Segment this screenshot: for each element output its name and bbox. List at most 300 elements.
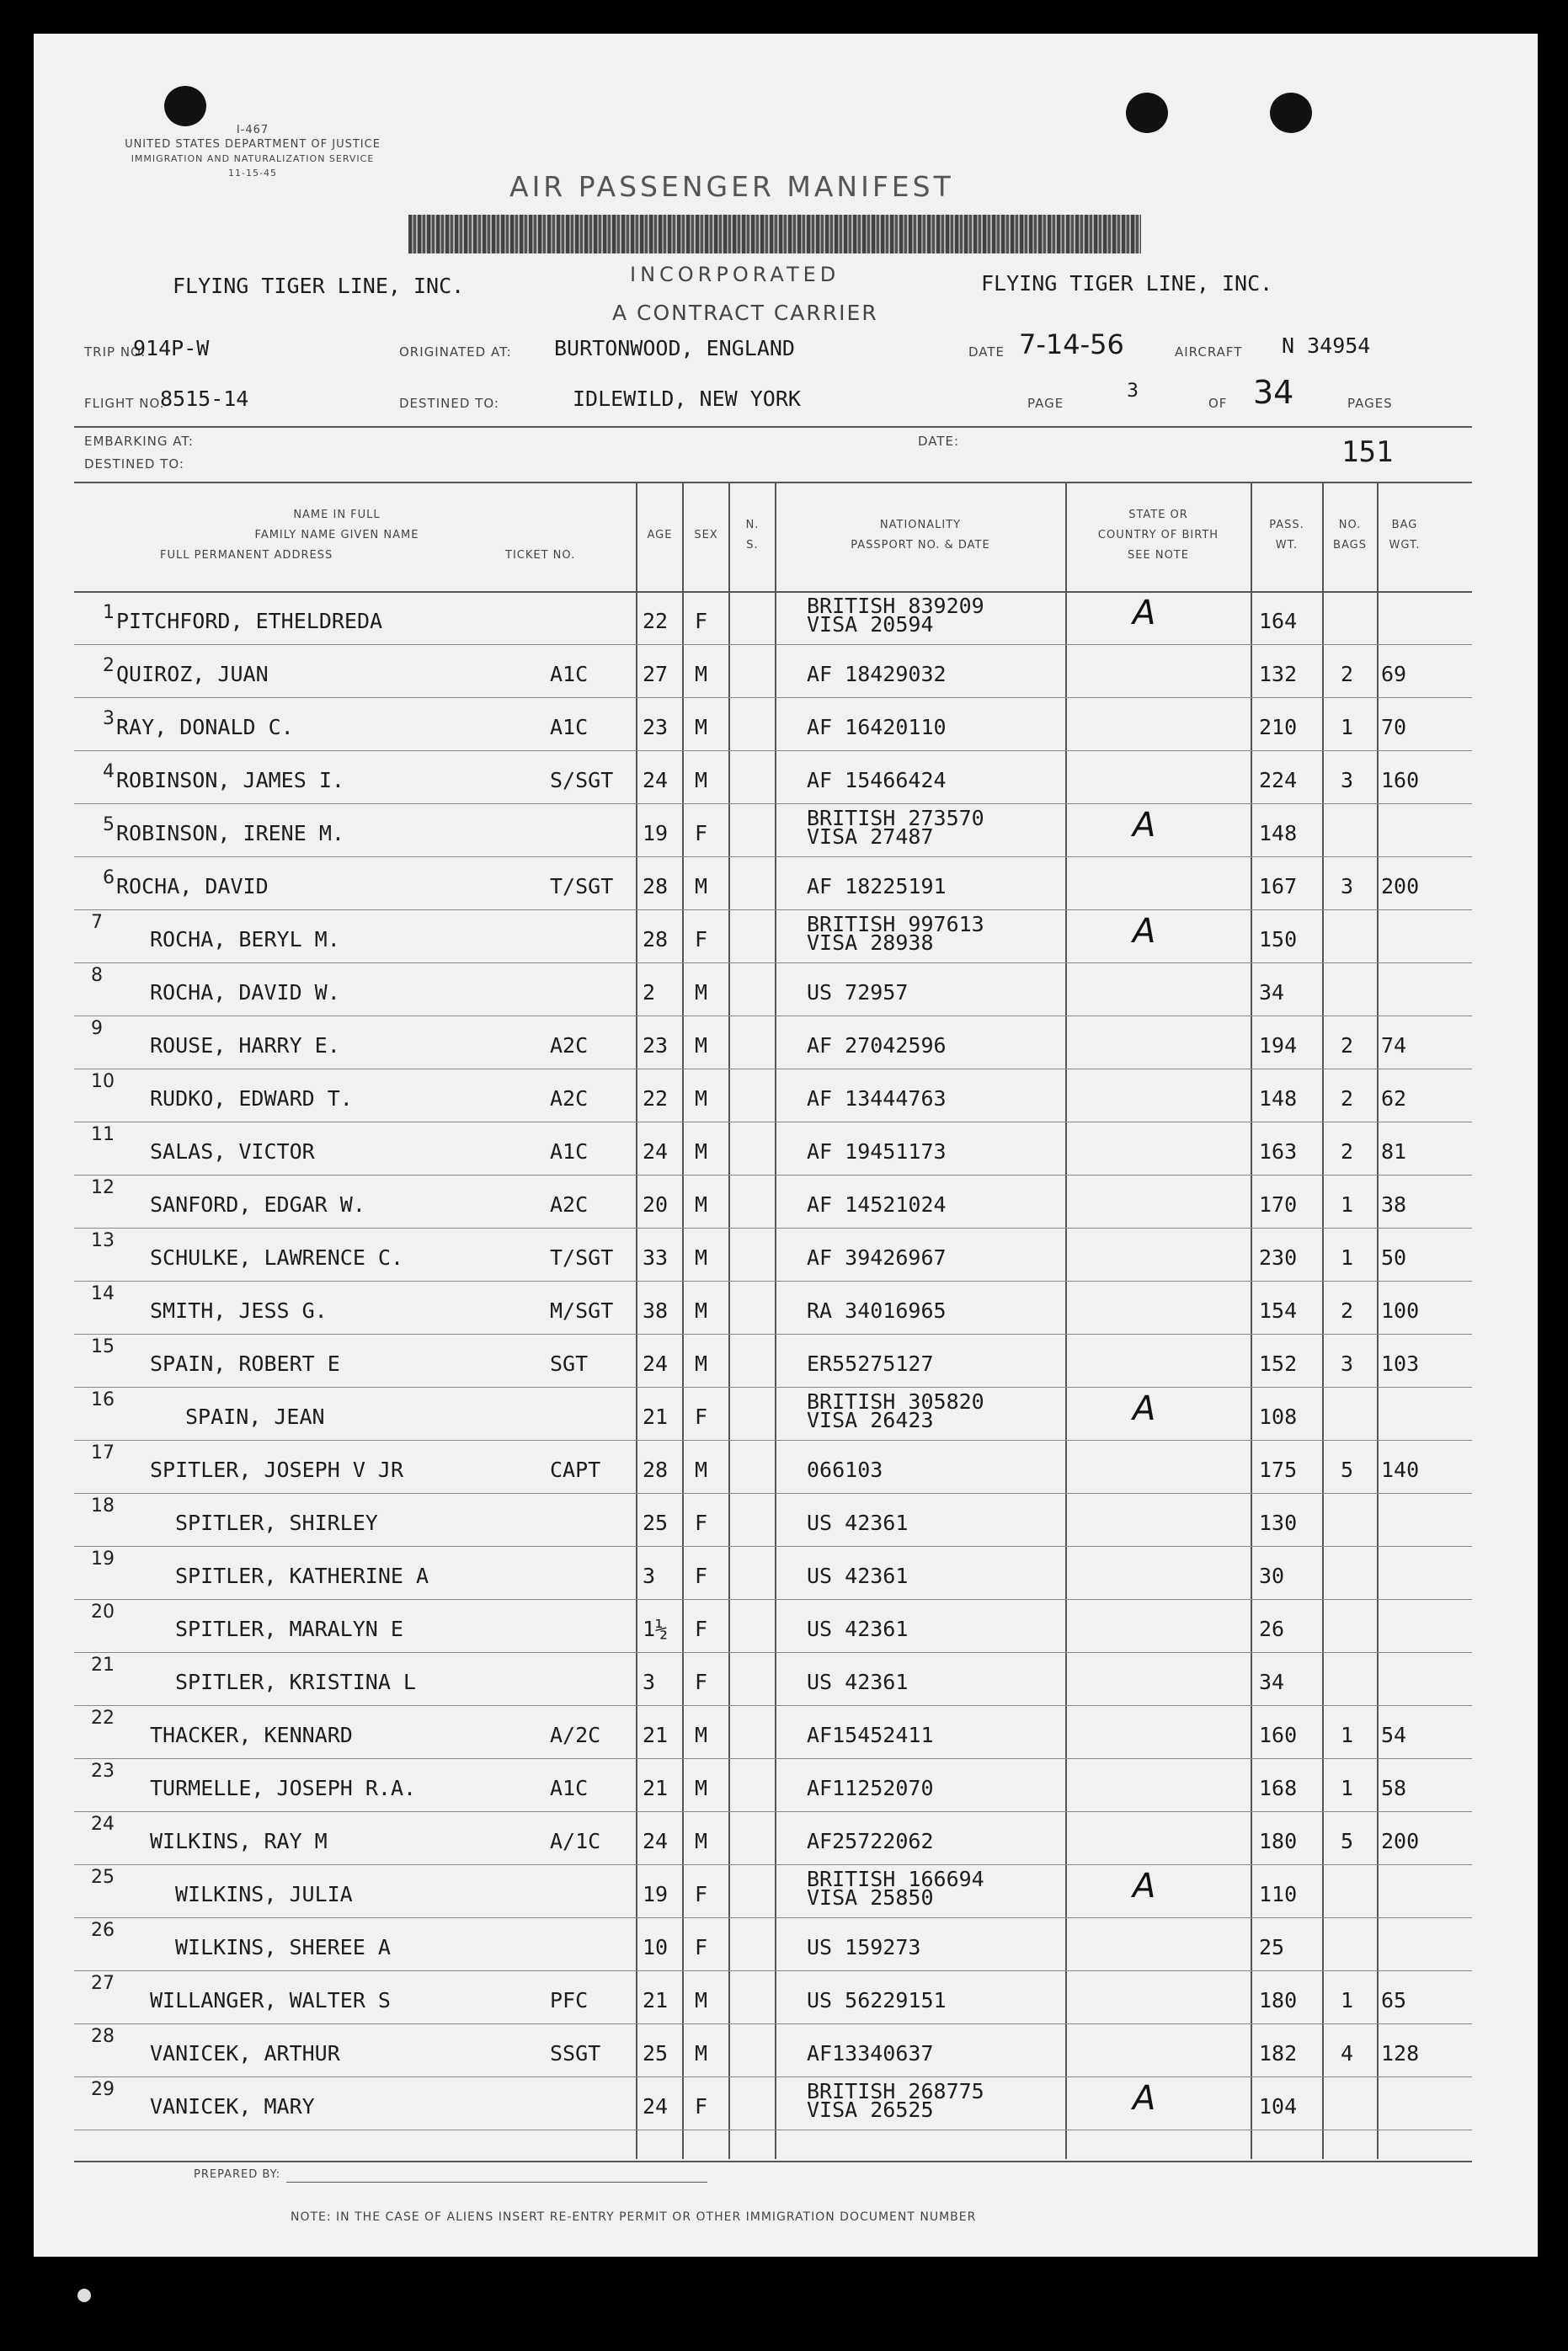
bag-weight: 38 — [1381, 1192, 1407, 1217]
age: 23 — [643, 715, 669, 739]
age: 22 — [643, 1086, 669, 1111]
form-date: 11-15-45 — [228, 168, 277, 179]
row-number: 10 — [91, 1071, 115, 1092]
row-divider — [74, 697, 1472, 698]
passenger-weight: 26 — [1259, 1617, 1285, 1641]
ticket-no: A1C — [550, 1776, 589, 1800]
row-divider — [74, 1652, 1472, 1653]
nationality-line-2: AF25722062 — [807, 1829, 934, 1853]
passenger-name: WILLANGER, WALTER S — [150, 1988, 391, 2012]
film-speck — [77, 2289, 91, 2302]
row-number: 23 — [91, 1761, 115, 1782]
sex: M — [695, 1245, 708, 1270]
passenger-weight: 30 — [1259, 1564, 1285, 1588]
passenger-weight: 224 — [1259, 768, 1298, 792]
row-number: 11 — [91, 1124, 115, 1145]
passenger-weight: 167 — [1259, 874, 1298, 898]
birth-country-mark: A — [1133, 912, 1156, 951]
passenger-name: SPITLER, KRISTINA L — [175, 1670, 416, 1694]
age: 28 — [643, 874, 669, 898]
passenger-weight: 160 — [1259, 1723, 1298, 1747]
destined-value: IDLEWILD, NEW YORK — [573, 387, 801, 411]
bag-count: 1 — [1341, 1192, 1354, 1217]
col-header-bags — [1323, 515, 1377, 556]
passenger-weight: 148 — [1259, 1086, 1298, 1111]
bag-weight: 200 — [1381, 874, 1420, 898]
age: 19 — [643, 821, 669, 845]
page-value: 3 — [1127, 381, 1139, 402]
row-number: 29 — [91, 2079, 115, 2100]
row-divider — [74, 1864, 1472, 1865]
date-value: 7-14-56 — [1019, 328, 1124, 360]
col-divider — [1377, 483, 1379, 2159]
row-number: 24 — [91, 1814, 115, 1835]
sex: F — [695, 821, 708, 845]
passenger-weight: 175 — [1259, 1458, 1298, 1482]
nationality-line-2: AF 18429032 — [807, 662, 947, 686]
bag-count: 1 — [1341, 1776, 1354, 1800]
row-divider — [74, 644, 1472, 645]
bag-weight: 160 — [1381, 768, 1420, 792]
col-header-birth-line: SEE NOTE — [1128, 549, 1189, 562]
passenger-name: SANFORD, EDGAR W. — [150, 1192, 365, 1217]
birth-country-mark: A — [1133, 1867, 1156, 1906]
bag-weight: 74 — [1381, 1033, 1407, 1058]
sex: F — [695, 927, 708, 952]
nationality-line-2: VISA 26423 — [807, 1408, 934, 1432]
agency-name: UNITED STATES DEPARTMENT OF JUSTICE — [125, 138, 381, 151]
nationality-line-2: VISA 26525 — [807, 2098, 934, 2122]
row-divider — [74, 1599, 1472, 1600]
passenger-weight: 108 — [1259, 1405, 1298, 1429]
age: 21 — [643, 1723, 669, 1747]
col-header-ticket: TICKET NO. — [505, 549, 576, 562]
page-label: PAGE — [1027, 396, 1064, 411]
passenger-name: SPITLER, SHIRLEY — [175, 1511, 378, 1535]
rule — [74, 2161, 1472, 2162]
col-header-wt-line: PASS. — [1269, 519, 1304, 531]
ticket-no: T/SGT — [550, 1245, 614, 1270]
sex: M — [695, 980, 708, 1005]
bag-count: 2 — [1341, 1139, 1354, 1164]
row-number: 2 — [103, 655, 115, 676]
bag-count: 5 — [1341, 1829, 1354, 1853]
row-divider — [74, 1811, 1472, 1812]
ticket-no: S/SGT — [550, 768, 614, 792]
sex: F — [695, 1564, 708, 1588]
ticket-no: A2C — [550, 1033, 589, 1058]
nationality-line-1: BRITISH 839209 — [807, 594, 984, 618]
sex: M — [695, 1351, 708, 1376]
destined-label: DESTINED TO: — [399, 396, 499, 411]
sex: M — [695, 1033, 708, 1058]
col-header-age: AGE — [647, 529, 673, 541]
col-divider — [1251, 483, 1252, 2159]
form-block — [76, 123, 429, 180]
pages-label: PAGES — [1347, 396, 1393, 411]
of-label: OF — [1208, 396, 1228, 411]
date-label-2: DATE: — [918, 434, 960, 449]
footnote: NOTE: IN THE CASE OF ALIENS INSERT RE-ENTRY PERMIT OR OTHER IMMIGRATION DOCUMENT NUMBER — [291, 2210, 977, 2224]
nationality-line-1: BRITISH 268775 — [807, 2079, 984, 2103]
nationality-line-2: AF 39426967 — [807, 1245, 947, 1270]
row-number: 5 — [103, 814, 115, 835]
passenger-name: ROCHA, BERYL M. — [150, 927, 340, 952]
sex: M — [695, 1298, 708, 1323]
signature-line — [286, 2182, 707, 2183]
passenger-name: RUDKO, EDWARD T. — [150, 1086, 353, 1111]
age: 21 — [643, 1776, 669, 1800]
bag-count: 2 — [1341, 1086, 1354, 1111]
row-number: 26 — [91, 1920, 115, 1941]
sex: M — [695, 1723, 708, 1747]
row-number: 14 — [91, 1283, 115, 1304]
sex: F — [695, 2094, 708, 2119]
passenger-name: THACKER, KENNARD — [150, 1723, 353, 1747]
passenger-name: SPAIN, JEAN — [185, 1405, 325, 1429]
passenger-weight: 182 — [1259, 2041, 1298, 2066]
bag-count: 4 — [1341, 2041, 1354, 2066]
sex: M — [695, 2041, 708, 2066]
ticket-no: PFC — [550, 1988, 589, 2012]
row-divider — [74, 750, 1472, 751]
passenger-weight: 104 — [1259, 2094, 1298, 2119]
nationality-line-1: BRITISH 273570 — [807, 806, 984, 830]
age: 25 — [643, 1511, 669, 1535]
col-header-bagwt-line: BAG — [1391, 519, 1418, 531]
passenger-weight: 170 — [1259, 1192, 1298, 1217]
aircraft-label: AIRCRAFT — [1175, 344, 1243, 360]
row-divider — [74, 1970, 1472, 1971]
col-divider — [682, 483, 684, 2159]
rule — [74, 482, 1472, 483]
age: 24 — [643, 768, 669, 792]
nationality-line-2: US 72957 — [807, 980, 909, 1005]
ticket-no: A1C — [550, 1139, 589, 1164]
row-divider — [74, 1440, 1472, 1441]
row-number: 6 — [103, 867, 115, 888]
bag-weight: 69 — [1381, 662, 1407, 686]
nationality-line-2: US 159273 — [807, 1935, 921, 1959]
originated-value: BURTONWOOD, ENGLAND — [554, 336, 795, 360]
birth-country-mark: A — [1133, 806, 1156, 845]
row-divider — [74, 2076, 1472, 2077]
col-header-weight — [1251, 515, 1322, 556]
col-header-wt-line: WT. — [1275, 539, 1299, 552]
passenger-name: WILKINS, JULIA — [175, 1882, 353, 1906]
sex: F — [695, 1935, 708, 1959]
passenger-weight: 132 — [1259, 662, 1298, 686]
sex: F — [695, 1511, 708, 1535]
carrier-left: FLYING TIGER LINE, INC. — [173, 274, 465, 298]
nationality-line-2: AF 16420110 — [807, 715, 947, 739]
row-divider — [74, 856, 1472, 857]
col-header-birth-line: COUNTRY OF BIRTH — [1097, 529, 1219, 541]
col-header-ns-line: S. — [746, 539, 759, 552]
bag-count: 2 — [1341, 1298, 1354, 1323]
ticket-no: A1C — [550, 715, 589, 739]
row-divider — [74, 1334, 1472, 1335]
passenger-weight: 164 — [1259, 609, 1298, 633]
row-number: 25 — [91, 1867, 115, 1888]
col-header-ns — [729, 515, 776, 556]
nationality-line-2: AF 27042596 — [807, 1033, 947, 1058]
col-header-sex: SEX — [694, 529, 718, 541]
row-number: 19 — [91, 1549, 115, 1570]
nationality-line-2: AF15452411 — [807, 1723, 934, 1747]
contract-label: A CONTRACT CARRIER — [612, 301, 878, 325]
nationality-line-2: RA 34016965 — [807, 1298, 947, 1323]
row-number: 17 — [91, 1442, 115, 1463]
flight-no-value: 8515-14 — [160, 387, 249, 411]
passenger-name: PITCHFORD, ETHELDREDA — [116, 609, 383, 633]
col-divider — [728, 483, 730, 2159]
age: 24 — [643, 1139, 669, 1164]
embarking-label: EMBARKING AT: — [84, 434, 194, 449]
col-header-name-line: NAME IN FULL — [293, 509, 381, 521]
nationality-line-2: US 42361 — [807, 1670, 909, 1694]
punch-hole — [164, 86, 206, 126]
age: 21 — [643, 1988, 669, 2012]
col-header-bags-line: BAGS — [1333, 539, 1367, 552]
sex: M — [695, 1988, 708, 2012]
passenger-name: WILKINS, RAY M — [150, 1829, 328, 1853]
bag-count: 1 — [1341, 1723, 1354, 1747]
row-divider — [74, 803, 1472, 804]
age: 22 — [643, 609, 669, 633]
passenger-name: VANICEK, ARTHUR — [150, 2041, 340, 2066]
passenger-name: QUIROZ, JUAN — [116, 662, 269, 686]
age: 28 — [643, 1458, 669, 1482]
passenger-weight: 25 — [1259, 1935, 1285, 1959]
bag-weight: 62 — [1381, 1086, 1407, 1111]
incorporated-label: INCORPORATED — [630, 263, 840, 286]
passenger-name: WILKINS, SHEREE A — [175, 1935, 391, 1959]
passenger-weight: 180 — [1259, 1988, 1298, 2012]
bag-count: 3 — [1341, 768, 1354, 792]
row-number: 4 — [103, 761, 115, 782]
passenger-name: ROBINSON, JAMES I. — [116, 768, 344, 792]
nationality-line-2: 066103 — [807, 1458, 883, 1482]
col-header-birth — [1066, 505, 1251, 566]
col-divider — [636, 483, 637, 2159]
struck-out-line — [408, 215, 1141, 253]
col-divider — [1065, 483, 1067, 2159]
sex: M — [695, 768, 708, 792]
row-divider — [74, 1228, 1472, 1229]
passenger-name: SALAS, VICTOR — [150, 1139, 315, 1164]
row-number: 20 — [91, 1602, 115, 1623]
col-header-nationality — [776, 515, 1065, 556]
nationality-line-2: AF13340637 — [807, 2041, 934, 2066]
form-number: I-467 — [236, 124, 269, 136]
nationality-line-1: BRITISH 166694 — [807, 1867, 984, 1891]
birth-country-mark: A — [1133, 594, 1156, 632]
bag-count: 3 — [1341, 874, 1354, 898]
ticket-no: A1C — [550, 662, 589, 686]
bag-count: 2 — [1341, 1033, 1354, 1058]
nationality-line-2: AF 18225191 — [807, 874, 947, 898]
ticket-no: A/1C — [550, 1829, 601, 1853]
nationality-line-1: BRITISH 997613 — [807, 912, 984, 936]
bag-count: 1 — [1341, 1988, 1354, 2012]
col-header-nat-line: PASSPORT NO. & DATE — [851, 539, 990, 552]
sex: M — [695, 1776, 708, 1800]
age: 27 — [643, 662, 669, 686]
passenger-name: ROUSE, HARRY E. — [150, 1033, 340, 1058]
trip-no-value: 914P-W — [133, 336, 210, 360]
age: 23 — [643, 1033, 669, 1058]
sex: M — [695, 715, 708, 739]
ticket-no: A2C — [550, 1086, 589, 1111]
passenger-weight: 110 — [1259, 1882, 1298, 1906]
age: 1½ — [643, 1617, 669, 1641]
row-divider — [74, 1387, 1472, 1388]
row-number: 1 — [103, 602, 115, 623]
passenger-name: SMITH, JESS G. — [150, 1298, 328, 1323]
col-header-name-line: FAMILY NAME GIVEN NAME — [254, 529, 419, 541]
sex: M — [695, 1139, 708, 1164]
row-divider — [74, 1758, 1472, 1759]
age: 21 — [643, 1405, 669, 1429]
nationality-line-1: BRITISH 305820 — [807, 1389, 984, 1414]
bag-weight: 200 — [1381, 1829, 1420, 1853]
passenger-weight: 154 — [1259, 1298, 1298, 1323]
page-title: AIR PASSENGER MANIFEST — [509, 170, 954, 203]
row-divider — [74, 1546, 1472, 1547]
col-header-name-line: FULL PERMANENT ADDRESS — [160, 549, 333, 562]
nationality-line-2: VISA 28938 — [807, 930, 934, 955]
passenger-name: SPAIN, ROBERT E — [150, 1351, 340, 1376]
punch-hole — [1126, 93, 1168, 133]
passenger-name: SPITLER, JOSEPH V JR — [150, 1458, 404, 1482]
passenger-weight: 230 — [1259, 1245, 1298, 1270]
passenger-weight: 152 — [1259, 1351, 1298, 1376]
manifest-sheet — [34, 34, 1538, 2257]
ticket-no: CAPT — [550, 1458, 601, 1482]
nationality-line-2: AF 14521024 — [807, 1192, 947, 1217]
bag-weight: 70 — [1381, 715, 1407, 739]
ticket-no: A2C — [550, 1192, 589, 1217]
date-label: DATE — [968, 344, 1005, 360]
row-number: 28 — [91, 2026, 115, 2047]
nationality-line-2: AF 15466424 — [807, 768, 947, 792]
passenger-weight: 194 — [1259, 1033, 1298, 1058]
age: 24 — [643, 1351, 669, 1376]
age: 3 — [643, 1670, 656, 1694]
col-header-nat-line: NATIONALITY — [879, 519, 962, 531]
row-number: 16 — [91, 1389, 115, 1410]
col-header-birth-line: STATE OR — [1128, 509, 1188, 521]
bag-count: 2 — [1341, 662, 1354, 686]
passenger-weight: 150 — [1259, 927, 1298, 952]
ticket-no: SSGT — [550, 2041, 601, 2066]
passenger-name: SPITLER, KATHERINE A — [175, 1564, 429, 1588]
row-number: 9 — [91, 1018, 103, 1039]
bag-weight: 140 — [1381, 1458, 1420, 1482]
passenger-weight: 148 — [1259, 821, 1298, 845]
sex: F — [695, 1617, 708, 1641]
passenger-name: ROCHA, DAVID W. — [150, 980, 340, 1005]
row-number: 7 — [91, 912, 103, 933]
bag-weight: 100 — [1381, 1298, 1420, 1323]
bag-count: 5 — [1341, 1458, 1354, 1482]
row-divider — [74, 1917, 1472, 1918]
sex: M — [695, 1458, 708, 1482]
passenger-name: SPITLER, MARALYN E — [175, 1617, 403, 1641]
nationality-line-2: AF 13444763 — [807, 1086, 947, 1111]
age: 24 — [643, 1829, 669, 1853]
age: 3 — [643, 1564, 656, 1588]
nationality-line-2: AF11252070 — [807, 1776, 934, 1800]
row-number: 22 — [91, 1708, 115, 1729]
bag-weight: 58 — [1381, 1776, 1407, 1800]
rule — [74, 591, 1472, 593]
ticket-no: M/SGT — [550, 1298, 614, 1323]
sex: M — [695, 662, 708, 686]
sex: F — [695, 1882, 708, 1906]
passenger-weight: 210 — [1259, 715, 1298, 739]
row-number: 18 — [91, 1495, 115, 1517]
birth-country-mark: A — [1133, 2079, 1156, 2118]
row-divider — [74, 1705, 1472, 1706]
passenger-weight: 34 — [1259, 980, 1285, 1005]
of-value: 34 — [1253, 374, 1294, 411]
punch-hole — [1270, 93, 1312, 133]
row-divider — [74, 909, 1472, 910]
nationality-line-2: US 42361 — [807, 1617, 909, 1641]
nationality-line-2: VISA 20594 — [807, 612, 934, 637]
age: 2 — [643, 980, 656, 1005]
col-header-bagwt-line: WGT. — [1389, 539, 1421, 552]
trip-no-label: TRIP NO. — [84, 344, 147, 360]
row-number: 15 — [91, 1336, 115, 1357]
passenger-name: SCHULKE, LAWRENCE C. — [150, 1245, 404, 1270]
page-stamp: 151 — [1341, 435, 1394, 469]
age: 33 — [643, 1245, 669, 1270]
row-number: 3 — [103, 708, 115, 729]
nationality-line-2: US 42361 — [807, 1564, 909, 1588]
age: 10 — [643, 1935, 669, 1959]
passenger-name: ROBINSON, IRENE M. — [116, 821, 344, 845]
ticket-no: A/2C — [550, 1723, 601, 1747]
prepared-by-label: PREPARED BY: — [194, 2168, 281, 2181]
passenger-weight: 180 — [1259, 1829, 1298, 1853]
age: 19 — [643, 1882, 669, 1906]
bag-weight: 128 — [1381, 2041, 1420, 2066]
ticket-no: SGT — [550, 1351, 589, 1376]
nationality-line-2: VISA 25850 — [807, 1885, 934, 1910]
sex: F — [695, 609, 708, 633]
age: 38 — [643, 1298, 669, 1323]
passenger-name: VANICEK, MARY — [150, 2094, 315, 2119]
originated-label: ORIGINATED AT: — [399, 344, 512, 360]
passenger-weight: 34 — [1259, 1670, 1285, 1694]
row-divider — [74, 2023, 1472, 2024]
row-divider — [74, 962, 1472, 963]
passenger-name: ROCHA, DAVID — [116, 874, 269, 898]
service-name: IMMIGRATION AND NATURALIZATION SERVICE — [131, 153, 375, 164]
carrier-right: FLYING TIGER LINE, INC. — [981, 271, 1273, 296]
nationality-line-2: AF 19451173 — [807, 1139, 947, 1164]
age: 24 — [643, 2094, 669, 2119]
passenger-weight: 168 — [1259, 1776, 1298, 1800]
bag-count: 1 — [1341, 715, 1354, 739]
flight-no-label: FLIGHT NO. — [84, 396, 165, 411]
sex: M — [695, 1829, 708, 1853]
passenger-weight: 130 — [1259, 1511, 1298, 1535]
nationality-line-2: ER55275127 — [807, 1351, 934, 1376]
